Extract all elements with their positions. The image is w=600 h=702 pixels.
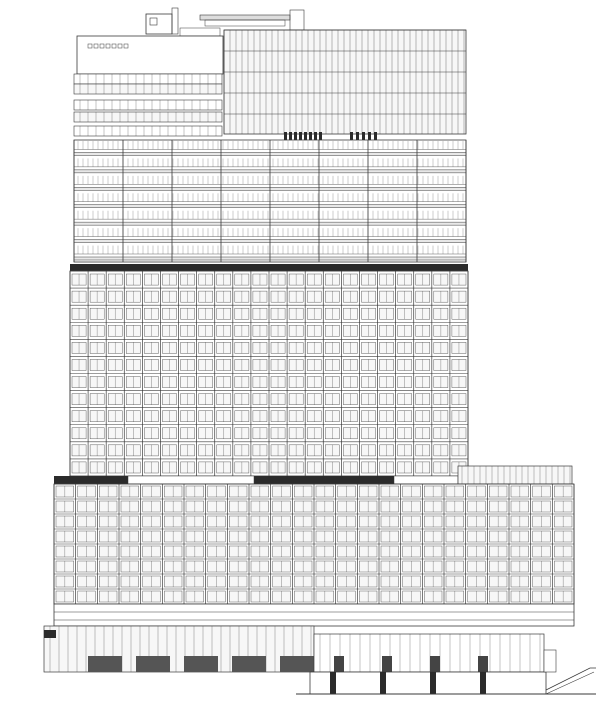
- service-opening: [478, 656, 488, 672]
- left-upper-band: [74, 126, 222, 136]
- service-opening: [382, 656, 392, 672]
- roof-canopy-support: [205, 20, 285, 26]
- plinth-pier: [380, 672, 386, 694]
- podium-cornice-light: [394, 476, 458, 484]
- podium-cornice-light: [128, 476, 254, 484]
- plinth-pier: [330, 672, 336, 694]
- penthouse-volume: [224, 30, 466, 134]
- left-upper-band: [74, 112, 222, 122]
- podium-cornice-left: [54, 476, 128, 484]
- upper-tower-balconies: [74, 140, 466, 262]
- entrance-door: [88, 656, 122, 672]
- main-tower-facade: [70, 264, 468, 476]
- roof-mast: [172, 8, 178, 34]
- roof-canopy: [200, 15, 290, 20]
- entrance-door: [280, 656, 314, 672]
- left-upper-block: [77, 36, 223, 74]
- entrance-door: [232, 656, 266, 672]
- left-upper-band: [74, 100, 222, 110]
- left-upper-band: [74, 84, 222, 94]
- podium-cornice-mid: [254, 476, 394, 484]
- service-opening: [430, 656, 440, 672]
- plinth-pier: [430, 672, 436, 694]
- base-right-volume: [314, 634, 544, 672]
- entrance-door: [136, 656, 170, 672]
- podium-facade: [54, 466, 574, 604]
- left-upper-volume: [74, 36, 223, 136]
- base-left-storefront: [44, 626, 314, 672]
- roof-core-window: [150, 18, 157, 25]
- penthouse-curtain-wall: [224, 30, 466, 142]
- main-tower-cornice: [70, 264, 468, 271]
- podium-roof-pavilion: [458, 466, 572, 484]
- service-opening: [334, 656, 344, 672]
- ramp-slope: [546, 672, 594, 694]
- base-sign: [44, 630, 56, 638]
- entrance-door: [184, 656, 218, 672]
- left-upper-band: [74, 74, 222, 84]
- roof-rail: [180, 28, 220, 36]
- roof-plant-box: [290, 10, 304, 30]
- base-plinth: [310, 672, 546, 694]
- ground-floor-base: [44, 604, 596, 694]
- ramp-landing: [544, 650, 556, 672]
- plinth-pier: [480, 672, 486, 694]
- base-canopy: [54, 604, 574, 626]
